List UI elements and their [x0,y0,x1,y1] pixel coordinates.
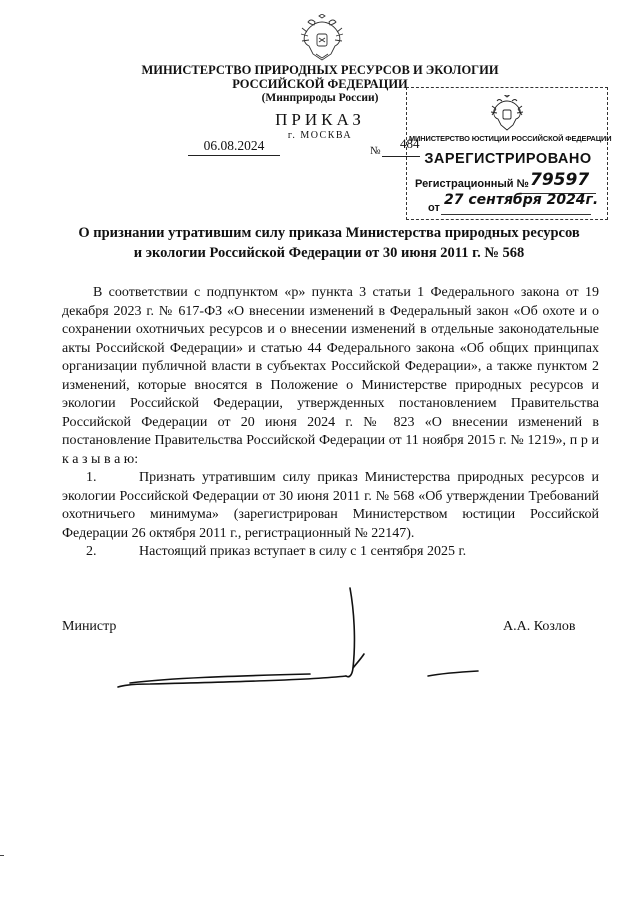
order-item-1-text: Признать утратившим силу приказ Министерства природных ресурсов и экологии Российской Федерации от 30 июня 2011 г. № 568 «Об утверждении Требований охотничьего минимума» (зарегистрирован Министерством юстиции Российской Федерации 26 октября 2011 г., регистрационный № 22147). [62,470,599,541]
document-city: г. МОСКВА [287,130,353,141]
preamble-text: В соответствии с подпунктом «р» пункта 3 статьи 1 Федерального закона от 19 декабря 2023 г. № 617-ФЗ «О внесении изменений в Федеральный закон «Об охоте и о сохранении охотничьих ресурсов и о внесении изменений в отдельные законодательные акты Российской Федерации» и статью 44 Федерального закона «Об общих принципах организации публичной власти в субъектах Российской Федерации», а также пунктом 2 изменений, которые вносятся в Положение о Министерстве природных ресурсов и экологии Российской Федерации, утвержденных постановлением Правительства Российской Федерации от 20 июня 2024 г. № 823 «О внесении изменений в постановление Правительства Российской Федерации от 11 ноября 2015 г. № 1219», [62,285,599,448]
stamp-emblem-icon [490,95,524,131]
document-title [60,223,598,263]
ministry-name-line1: МИНИСТЕРСТВО ПРИРОДНЫХ РЕСУРСОВ И ЭКОЛОГИИ [141,63,499,77]
document-body [62,284,599,562]
stamp-registered-label: ЗАРЕГИСТРИРОВАНО [424,151,592,167]
coat-of-arms-emblem [299,14,345,62]
number-sign: № [370,145,381,157]
order-word: п р и к а з ы в а ю: [62,433,600,467]
document-type: ПРИКАЗ [275,110,365,129]
document-title-line1: О признании утратившим силу приказа Министерства природных ресурсов [78,225,580,241]
ministry-name-line2: РОССИЙСКОЙ ФЕДЕРАЦИИ [232,77,408,91]
preamble-paragraph [62,284,599,469]
ministry-short-name: (Минприроды России) [261,92,379,104]
stamp-reg-number: 79597 [530,170,590,190]
stamp-reg-number-label: Регистрационный № [415,178,529,190]
signature-stroke [426,668,480,680]
stamp-date-label: от [428,202,440,214]
stamp-date: 27 сентября 2024г. [444,192,599,208]
document-number: 484 [400,136,420,151]
stamp-organization: МИНИСТЕРСТВО ЮСТИЦИИ РОССИЙСКОЙ ФЕДЕРАЦИИ [409,134,612,143]
document-title-line2: и экологии Российской Федерации от 30 июня 2011 г. № 568 [133,245,525,261]
order-item-1 [62,469,599,543]
scan-edge-mark [0,855,4,856]
order-item-2 [62,543,599,562]
handwritten-signature [110,580,490,700]
order-item-1-number: 1. [86,470,97,485]
order-item-2-text: Настоящий приказ вступает в силу с 1 сентября 2025 г. [139,544,467,559]
signer-name: А.А. Козлов [503,619,576,634]
document-date: 06.08.2024 [188,138,280,156]
stamp-date-underline [441,214,591,215]
order-item-2-number: 2. [86,544,97,559]
signer-position: Министр [62,619,117,634]
